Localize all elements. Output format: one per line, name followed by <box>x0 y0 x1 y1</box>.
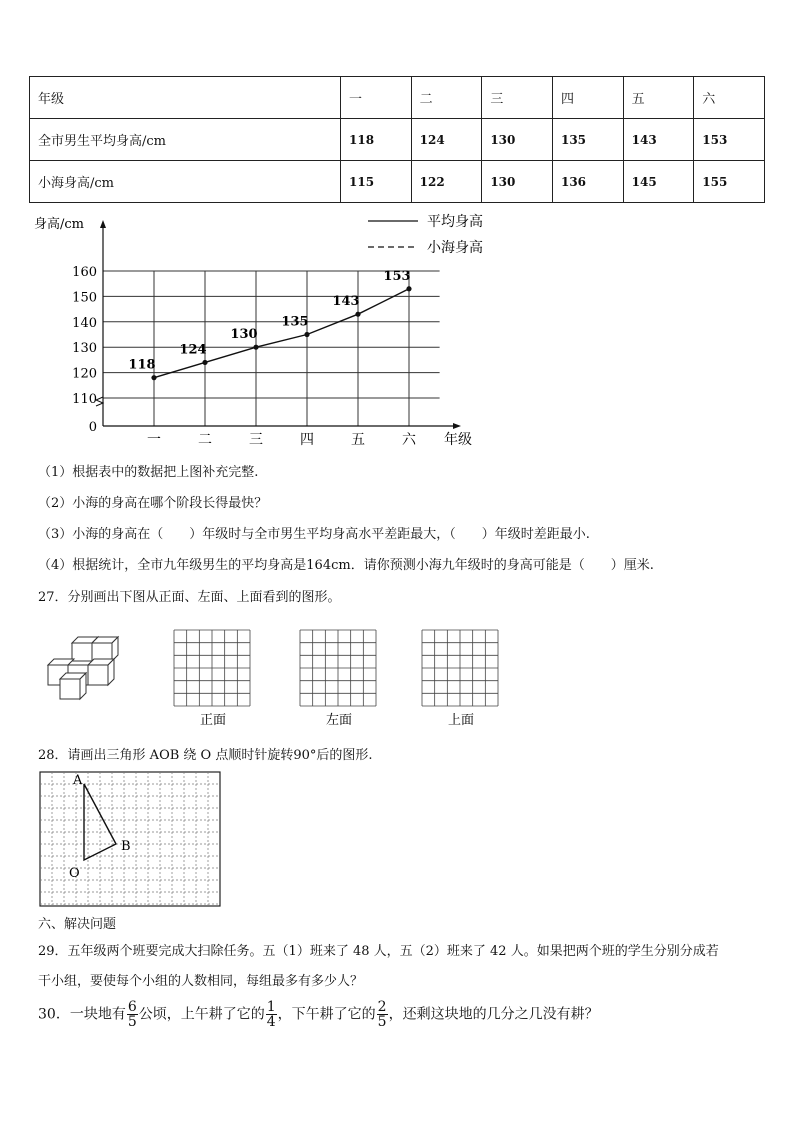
triangle-grid <box>38 770 224 910</box>
table-row <box>30 119 765 161</box>
fraction-1-4 <box>266 1000 277 1029</box>
q30-suffix: ，还剩这块地的几分之几没有耕？ <box>388 1006 599 1023</box>
table-header-cell: 六 <box>694 77 765 119</box>
data-label: 135 <box>281 314 309 330</box>
chart-grid <box>103 268 440 426</box>
question-2: （2）小海的身高在哪个阶段长得最快？ <box>38 496 268 511</box>
data-point <box>406 286 411 291</box>
question-28: 28．请画出三角形 AOB 绕 O 点顺时针旋转90°后的图形. <box>38 748 373 763</box>
q30-mid2: ，下午耕了它的 <box>277 1006 376 1023</box>
table-cell: 153 <box>694 119 765 161</box>
y-tick-label: 160 <box>72 265 97 280</box>
question-4: （4）根据统计，全市九年级男生的平均身高是164cm．请你预测小海九年级时的身高可能是（ ）厘米. <box>38 558 654 573</box>
data-label: 124 <box>179 342 207 358</box>
x-tick-label: 二 <box>198 432 212 448</box>
question-29-line1: 29．五年级两个班要完成大扫除任务。五（1）班来了 48 人，五（2）班来了 42 人。如果把两个班的学生分别分成若 <box>38 944 719 959</box>
q30-prefix: 30．一块地有 <box>38 1006 126 1023</box>
table-cell: 155 <box>694 161 765 203</box>
point-a-label: A <box>73 773 83 788</box>
front-view-grid <box>170 628 254 728</box>
question-3: （3）小海的身高在（ ）年级时与全市男生平均身高水平差距最大，（ ）年级时差距最小. <box>38 527 590 542</box>
fraction-denominator: 5 <box>377 1014 387 1030</box>
grid-label-front: 正面 <box>200 713 227 728</box>
legend-xiaohai: 小海身高 <box>427 240 483 256</box>
cube-stack-figure <box>44 625 134 705</box>
row-label: 小海身高/cm <box>30 161 341 203</box>
table-cell: 122 <box>411 161 482 203</box>
question-29-line2: 干小组，要使每个小组的人数相同，每组最多有多少人？ <box>38 974 364 989</box>
x-axis-label: 年级 <box>444 432 472 448</box>
table-header-cell: 二 <box>411 77 482 119</box>
data-label: 130 <box>230 327 258 343</box>
data-point <box>202 360 207 365</box>
table-header-cell: 五 <box>623 77 694 119</box>
axis-break-icon <box>96 397 103 406</box>
point-b-label: B <box>121 839 131 854</box>
section-6-heading: 六、解决问题 <box>38 917 117 932</box>
data-point <box>355 312 360 317</box>
table-cell: 145 <box>623 161 694 203</box>
point-o-label: O <box>69 866 80 881</box>
table-header-row <box>30 77 765 119</box>
y-tick-label: 120 <box>72 366 97 382</box>
question-27: 27．分别画出下图从正面、左面、上面看到的图形。 <box>38 590 341 605</box>
fraction-2-5 <box>377 1000 388 1029</box>
table-cell: 130 <box>482 119 553 161</box>
x-tick-label: 一 <box>147 432 161 448</box>
fraction-denominator: 4 <box>266 1014 276 1030</box>
x-tick-label: 五 <box>351 432 365 448</box>
fraction-6-5 <box>127 1000 138 1029</box>
chart-series <box>128 269 411 380</box>
x-tick-label: 六 <box>402 432 416 448</box>
top-view-grid <box>418 628 502 728</box>
y-axis-label: 身高/cm <box>34 217 84 232</box>
fraction-numerator: 2 <box>377 999 387 1015</box>
table-cell: 135 <box>552 119 623 161</box>
table-header-cell: 四 <box>552 77 623 119</box>
fraction-denominator: 5 <box>127 1014 137 1030</box>
data-label: 153 <box>383 268 411 284</box>
height-line-chart <box>30 208 500 454</box>
table-header-cell: 三 <box>482 77 553 119</box>
question-1: （1）根据表中的数据把上图补充完整. <box>38 465 259 480</box>
y-axis-arrow-icon <box>100 220 106 228</box>
chart-ticks <box>72 265 417 448</box>
data-label: 118 <box>128 357 156 373</box>
fraction-numerator: 1 <box>266 999 276 1015</box>
table-header-cell: 年级 <box>30 77 341 119</box>
table-cell: 124 <box>411 119 482 161</box>
table-cell: 136 <box>552 161 623 203</box>
left-view-grid <box>296 628 380 728</box>
data-point <box>304 332 309 337</box>
legend-average: 平均身高 <box>427 214 483 230</box>
row-label: 全市男生平均身高/cm <box>30 119 341 161</box>
data-label: 143 <box>332 294 360 310</box>
y-tick-label: 140 <box>72 315 97 331</box>
grid-label-top: 上面 <box>448 713 475 728</box>
x-axis-arrow-icon <box>453 423 461 429</box>
table-cell: 118 <box>341 119 412 161</box>
x-tick-label: 四 <box>300 432 314 448</box>
x-tick-label: 三 <box>249 432 263 448</box>
y-tick-label: 110 <box>72 392 97 407</box>
question-30 <box>38 1000 599 1029</box>
series-line-average <box>154 289 409 378</box>
fraction-numerator: 6 <box>127 999 137 1015</box>
table-cell: 130 <box>482 161 553 203</box>
data-point <box>151 375 156 380</box>
height-table <box>29 76 765 203</box>
table-header-cell: 一 <box>341 77 412 119</box>
y-tick-label: 150 <box>72 290 97 306</box>
table-row <box>30 161 765 203</box>
table-cell: 115 <box>341 161 412 203</box>
data-point <box>253 345 258 350</box>
q30-mid1: 公顷，上午耕了它的 <box>138 1006 265 1023</box>
grid-label-left: 左面 <box>326 713 353 728</box>
table-cell: 143 <box>623 119 694 161</box>
y-tick-label: 130 <box>72 341 97 357</box>
y-tick-label: 0 <box>88 420 97 435</box>
